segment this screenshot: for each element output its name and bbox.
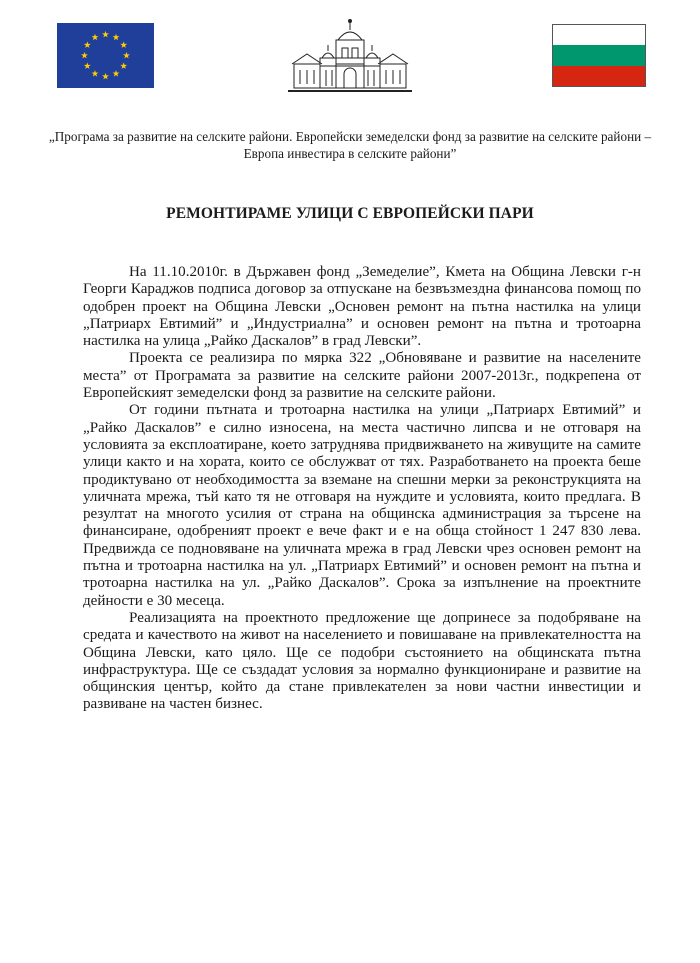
- article-body: [83, 264, 641, 714]
- article-paragraph: Проекта се реализира по мярка 322 „Обновяване и развитие на населените места” от Програмата за развитие на селските райони 2007-2013г., подкрепена от Европейският земеделски фонд за развитие на селските райони.: [83, 350, 641, 402]
- eu-star-icon: [81, 52, 88, 59]
- flag-stripe-red: [553, 66, 645, 86]
- eu-flag-icon: [57, 23, 154, 88]
- bulgarian-flag-icon: [552, 24, 646, 87]
- flag-stripe-white: [553, 25, 645, 45]
- eu-star-icon: [120, 41, 127, 48]
- eu-star-icon: [113, 34, 120, 41]
- eu-star-icon: [102, 73, 109, 80]
- page-title: РЕМОНТИРАМЕ УЛИЦИ С ЕВРОПЕЙСКИ ПАРИ: [166, 205, 534, 222]
- eu-star-icon: [120, 62, 127, 69]
- eu-stars: [57, 23, 154, 88]
- flag-stripe-green: [553, 45, 645, 65]
- article-paragraph: Реализацията на проектното предложение ще допринесе за подобряване на средата и качеството на живот на населението и повишаване на привлекателността на Община Левски, като цяло. Ще се подобри състоянието на общинската пътна инфраструктура. Ще се създадат условия за нормално функциониране и развитие на общинския център, който да стане привлекателен за нови частни инвестиции и развиване на частен бизнес.: [83, 609, 641, 713]
- eu-star-icon: [84, 41, 91, 48]
- article-paragraph: На 11.10.2010г. в Държавен фонд „Земеделие”, Кмета на Община Левски г-н Георги Караджов подписа договор за отпускане на безвъзмездна финансова помощ по одобрен проект на Община Левски „Основен ремонт на пътна настилка на улици „Патриарх Евтимий” и „Индустриална” и основен ремонт на пътна и тротоарна настилка на улица „Райко Даскалов” в град Левски”.: [83, 264, 641, 350]
- eu-star-icon: [92, 34, 99, 41]
- program-subtitle: „Програма за развитие на селските райони. Европейски земеделски фонд за развитие на селските райони – Европа инвестира в селските райони”: [48, 129, 652, 161]
- eu-star-icon: [84, 62, 91, 69]
- eu-star-icon: [123, 52, 130, 59]
- eu-star-icon: [113, 70, 120, 77]
- article-paragraph: От години пътната и тротоарна настилка на улици „Патриарх Евтимий” и „Райко Даскалов” е силно износена, на места частично липсва и не отговаря на условията за експлоатиране, което затруднява придвижването на живущите на самите улици както и на хората, които се обслужват от тях. Разработването на проекта беше продиктувано от необходимостта за вземане на спешни мерки за реконструкцията на уличната мрежа, тъй като тя не отговаря на нуждите и условията, които предлага. В резултат на многото усилия от страна на общинска администрация за търсене на финансиране, одобреният проект е вече факт и е на обща стойност 1 247 830 лева. Предвижда се подновяване на уличната мрежа в град Левски чрез основен ремонт на пътна и тротоарна настилка на ул. „Патриарх Евтимий” и основен ремонт на пътна и тротоарна настилка на ул. „Райко Даскалов”. Срока за изпълнение на проектните дейности е 30 месеца.: [83, 402, 641, 609]
- eu-star-icon: [92, 70, 99, 77]
- eu-star-icon: [102, 31, 109, 38]
- building-emblem-icon: [286, 18, 414, 94]
